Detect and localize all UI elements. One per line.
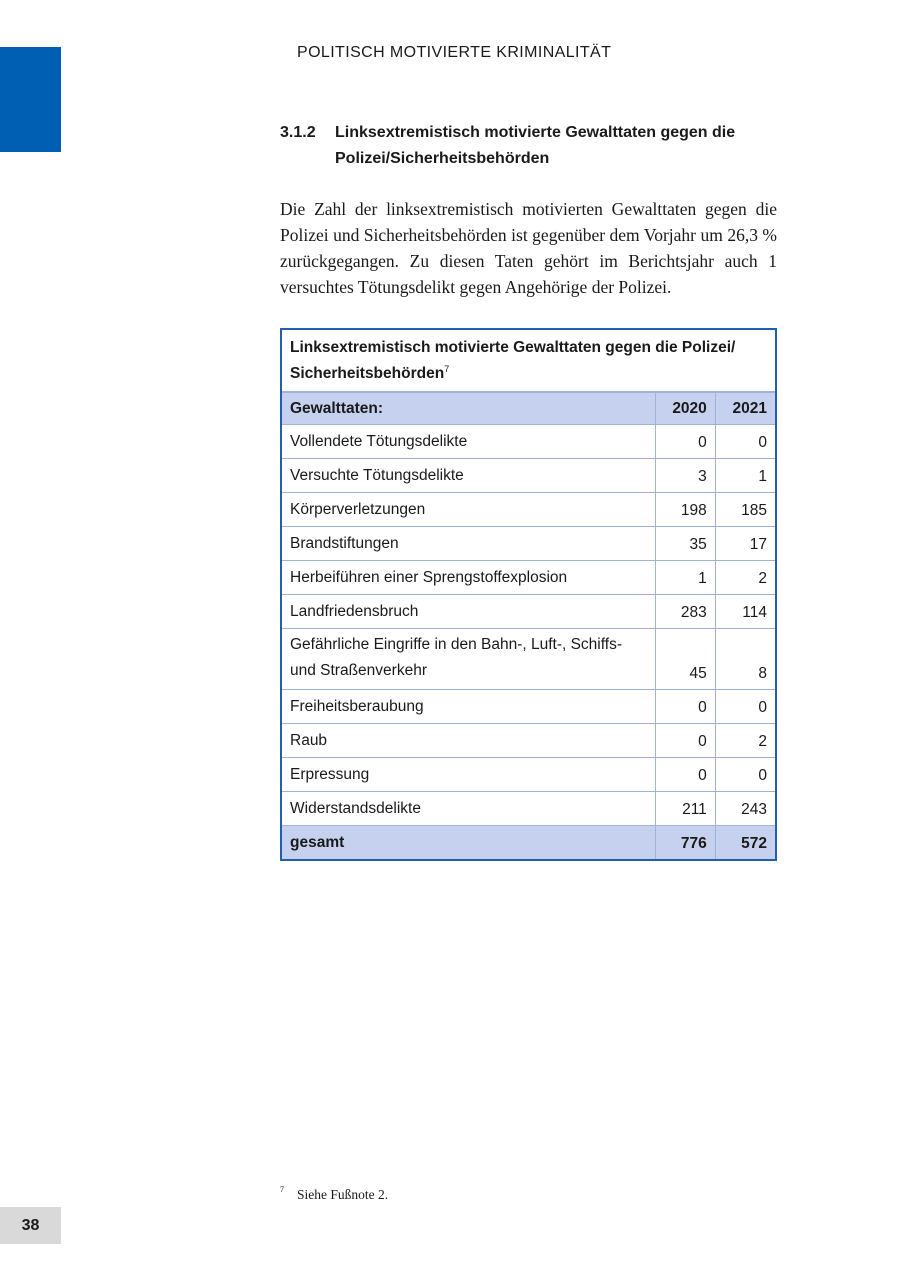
cell-value-2020: 776 bbox=[656, 826, 716, 860]
table-row bbox=[282, 527, 775, 561]
cell-value-2021: 1 bbox=[715, 459, 775, 493]
cell-label: gesamt bbox=[282, 826, 656, 860]
cell-value-2020: 35 bbox=[656, 527, 716, 561]
footnote-mark: 7 bbox=[280, 1185, 284, 1194]
cell-value-2020: 0 bbox=[656, 758, 716, 792]
table-header-row bbox=[282, 393, 775, 425]
cell-label: Landfriedensbruch bbox=[282, 595, 656, 629]
table-row bbox=[282, 629, 775, 690]
cell-label: Herbeiführen einer Sprengstoffexplosion bbox=[282, 561, 656, 595]
section-title: Linksextremistisch motivierte Gewalttaten gegen die Polizei/Sicherheitsbehörden bbox=[335, 124, 736, 167]
table-row bbox=[282, 724, 775, 758]
cell-label: Vollendete Tötungsdelikte bbox=[282, 425, 656, 459]
running-header: POLITISCH MOTIVIERTE KRIMINALITÄT bbox=[297, 44, 612, 61]
cell-value-2020: 1 bbox=[656, 561, 716, 595]
table-row bbox=[282, 690, 775, 724]
cell-value-2020: 3 bbox=[656, 459, 716, 493]
table-caption bbox=[282, 330, 775, 392]
section-heading bbox=[280, 120, 780, 172]
header-year-2020: 2020 bbox=[656, 393, 716, 425]
cell-label: Raub bbox=[282, 724, 656, 758]
cell-value-2021: 185 bbox=[715, 493, 775, 527]
cell-value-2020: 45 bbox=[656, 629, 716, 690]
cell-value-2020: 283 bbox=[656, 595, 716, 629]
cell-value-2021: 2 bbox=[715, 561, 775, 595]
header-label: Gewalttaten: bbox=[282, 393, 656, 425]
table-row bbox=[282, 561, 775, 595]
table-row bbox=[282, 792, 775, 826]
table-row bbox=[282, 493, 775, 527]
table-row bbox=[282, 758, 775, 792]
cell-label: Freiheitsberaubung bbox=[282, 690, 656, 724]
table-row bbox=[282, 459, 775, 493]
cell-value-2020: 211 bbox=[656, 792, 716, 826]
cell-value-2020: 0 bbox=[656, 724, 716, 758]
cell-label: Körperverletzungen bbox=[282, 493, 656, 527]
cell-label: Erpressung bbox=[282, 758, 656, 792]
cell-value-2021: 17 bbox=[715, 527, 775, 561]
cell-value-2021: 0 bbox=[715, 690, 775, 724]
cell-label: Widerstandsdelikte bbox=[282, 792, 656, 826]
cell-label: Brandstiftungen bbox=[282, 527, 656, 561]
cell-value-2021: 114 bbox=[715, 595, 775, 629]
section-number: 3.1.2 bbox=[280, 124, 316, 141]
cell-value-2021: 8 bbox=[715, 629, 775, 690]
cell-value-2021: 0 bbox=[715, 758, 775, 792]
page-number: 38 bbox=[0, 1207, 61, 1244]
cell-value-2021: 2 bbox=[715, 724, 775, 758]
footnote-text: Siehe Fußnote 2. bbox=[297, 1187, 389, 1202]
cell-value-2020: 198 bbox=[656, 493, 716, 527]
cell-value-2020: 0 bbox=[656, 425, 716, 459]
statistics-table bbox=[280, 328, 777, 861]
table-caption-text: Linksextremistisch motivierte Gewalttaten gegen die Polizei/ Sicherheitsbehörden bbox=[290, 339, 736, 382]
table-row bbox=[282, 425, 775, 459]
footnote bbox=[280, 1187, 388, 1203]
caption-footnote-mark: 7 bbox=[444, 363, 450, 374]
cell-value-2020: 0 bbox=[656, 690, 716, 724]
body-paragraph: Die Zahl der linksextremistisch motivierten Gewalttaten gegen die Polizei und Sicherheitsbehörden ist gegenüber dem Vorjahr um 26,3 % zurückgegangen. Zu diesen Taten gehört im Berichtsjahr auch 1 versuchtes Tötungsdelikt gegen Angehörige der Polizei. bbox=[280, 199, 777, 297]
cell-label: Versuchte Tötungsdelikte bbox=[282, 459, 656, 493]
table-row bbox=[282, 595, 775, 629]
cell-value-2021: 243 bbox=[715, 792, 775, 826]
table-total-row bbox=[282, 826, 775, 860]
cell-value-2021: 572 bbox=[715, 826, 775, 860]
cell-value-2021: 0 bbox=[715, 425, 775, 459]
data-table bbox=[282, 392, 775, 859]
chapter-color-tab bbox=[0, 47, 61, 152]
header-year-2021: 2021 bbox=[715, 393, 775, 425]
cell-label: Gefährliche Eingriffe in den Bahn-, Luft-, Schiffs- und Straßenverkehr bbox=[282, 629, 656, 690]
